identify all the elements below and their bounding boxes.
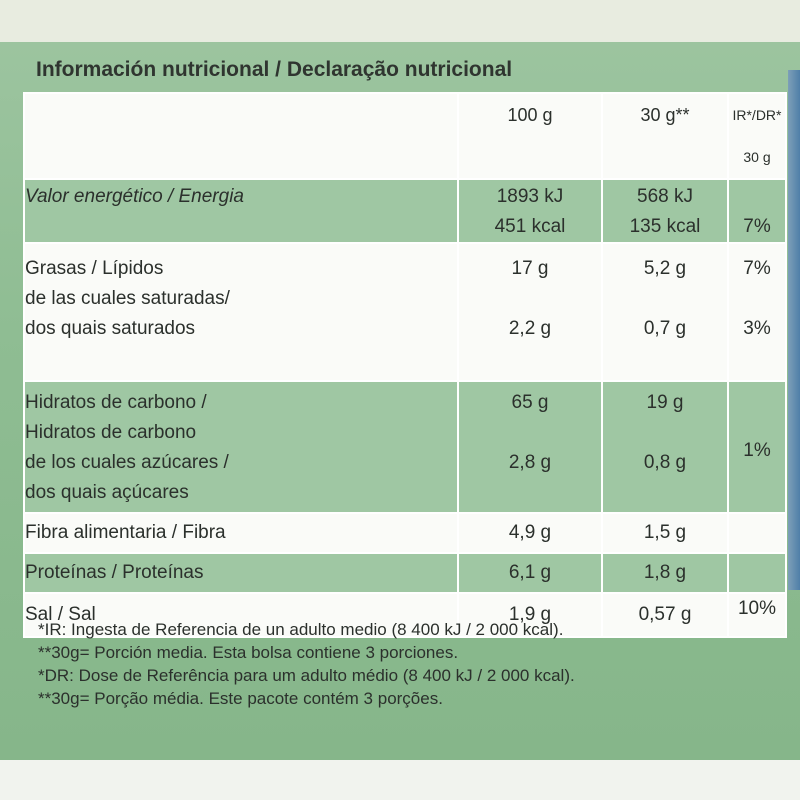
- nutrition-title: Información nutricional / Declaração nutricional: [36, 58, 513, 81]
- value-100g: 65 g: [511, 392, 549, 413]
- row-label: Hidratos de carbono: [25, 422, 197, 443]
- table-row-protein: [24, 553, 786, 593]
- value-30g: 0,57 g: [638, 604, 692, 625]
- table-row-carbohydrates: [24, 381, 786, 513]
- row-label: Hidratos de carbono /: [25, 392, 207, 413]
- value-30g: 19 g: [646, 392, 684, 413]
- value-30g: 5,2 g: [643, 258, 687, 279]
- nutrition-table: [23, 92, 787, 638]
- package-bottom: [0, 760, 800, 800]
- row-label: Valor energético / Energia: [25, 186, 244, 207]
- value-30g: 0,7 g: [643, 318, 687, 339]
- footnote-ir: *IR: Ingesta de Referencia de un adulto medio (8 400 kJ / 2 000 kcal).: [38, 620, 564, 639]
- value-30g: 1,8 g: [643, 562, 687, 583]
- value-100g-kj: 1893 kJ: [496, 186, 564, 207]
- value-100g: 2,2 g: [508, 318, 552, 339]
- value-30g-kcal: 135 kcal: [629, 216, 701, 237]
- footnote-portion-es: **30g= Porción media. Esta bolsa contiene 3 porciones.: [38, 643, 459, 662]
- row-label: dos quais saturados: [25, 318, 196, 339]
- footnote-dr: *DR: Dose de Referência para um adulto médio (8 400 kJ / 2 000 kcal).: [38, 666, 575, 685]
- value-ir: 10%: [737, 598, 777, 619]
- row-label: de las cuales saturadas/: [25, 288, 230, 309]
- row-label: Grasas / Lípidos: [25, 258, 164, 279]
- row-label: Proteínas / Proteínas: [25, 562, 204, 583]
- value-ir: 7%: [743, 216, 771, 237]
- header-30g: 30 g**: [602, 93, 728, 179]
- package-edge: [788, 70, 800, 590]
- value-30g: 1,5 g: [643, 522, 687, 543]
- header-empty-cell: [24, 93, 458, 179]
- row-label: dos quais açúcares: [25, 482, 189, 503]
- table-row-fibre: [24, 513, 786, 553]
- value-30g-kj: 568 kJ: [637, 186, 693, 207]
- row-label: Fibra alimentaria / Fibra: [25, 522, 226, 543]
- footnote-portion-pt: **30g= Porção média. Este pacote contém 3 porções.: [38, 689, 443, 708]
- value-ir: 1%: [743, 440, 771, 461]
- value-ir: 7%: [743, 258, 771, 279]
- row-label: Sal / Sal: [25, 604, 96, 625]
- row-label: de los cuales azúcares /: [25, 452, 229, 473]
- header-100g: 100 g: [458, 93, 602, 179]
- value-100g: 2,8 g: [508, 452, 552, 473]
- table-header-row: [24, 93, 786, 179]
- value-100g: 1,9 g: [508, 604, 552, 625]
- value-100g: 6,1 g: [508, 562, 552, 583]
- header-ir-dr: IR*/DR* 30 g: [728, 93, 786, 179]
- table-row-fats: [24, 243, 786, 381]
- table-row-energy: [24, 179, 786, 243]
- value-100g: 17 g: [511, 258, 549, 279]
- value-ir: 3%: [743, 318, 771, 339]
- footnotes: [38, 618, 575, 710]
- value-100g-kcal: 451 kcal: [494, 216, 566, 237]
- value-30g: 0,8 g: [643, 452, 687, 473]
- value-100g: 4,9 g: [508, 522, 552, 543]
